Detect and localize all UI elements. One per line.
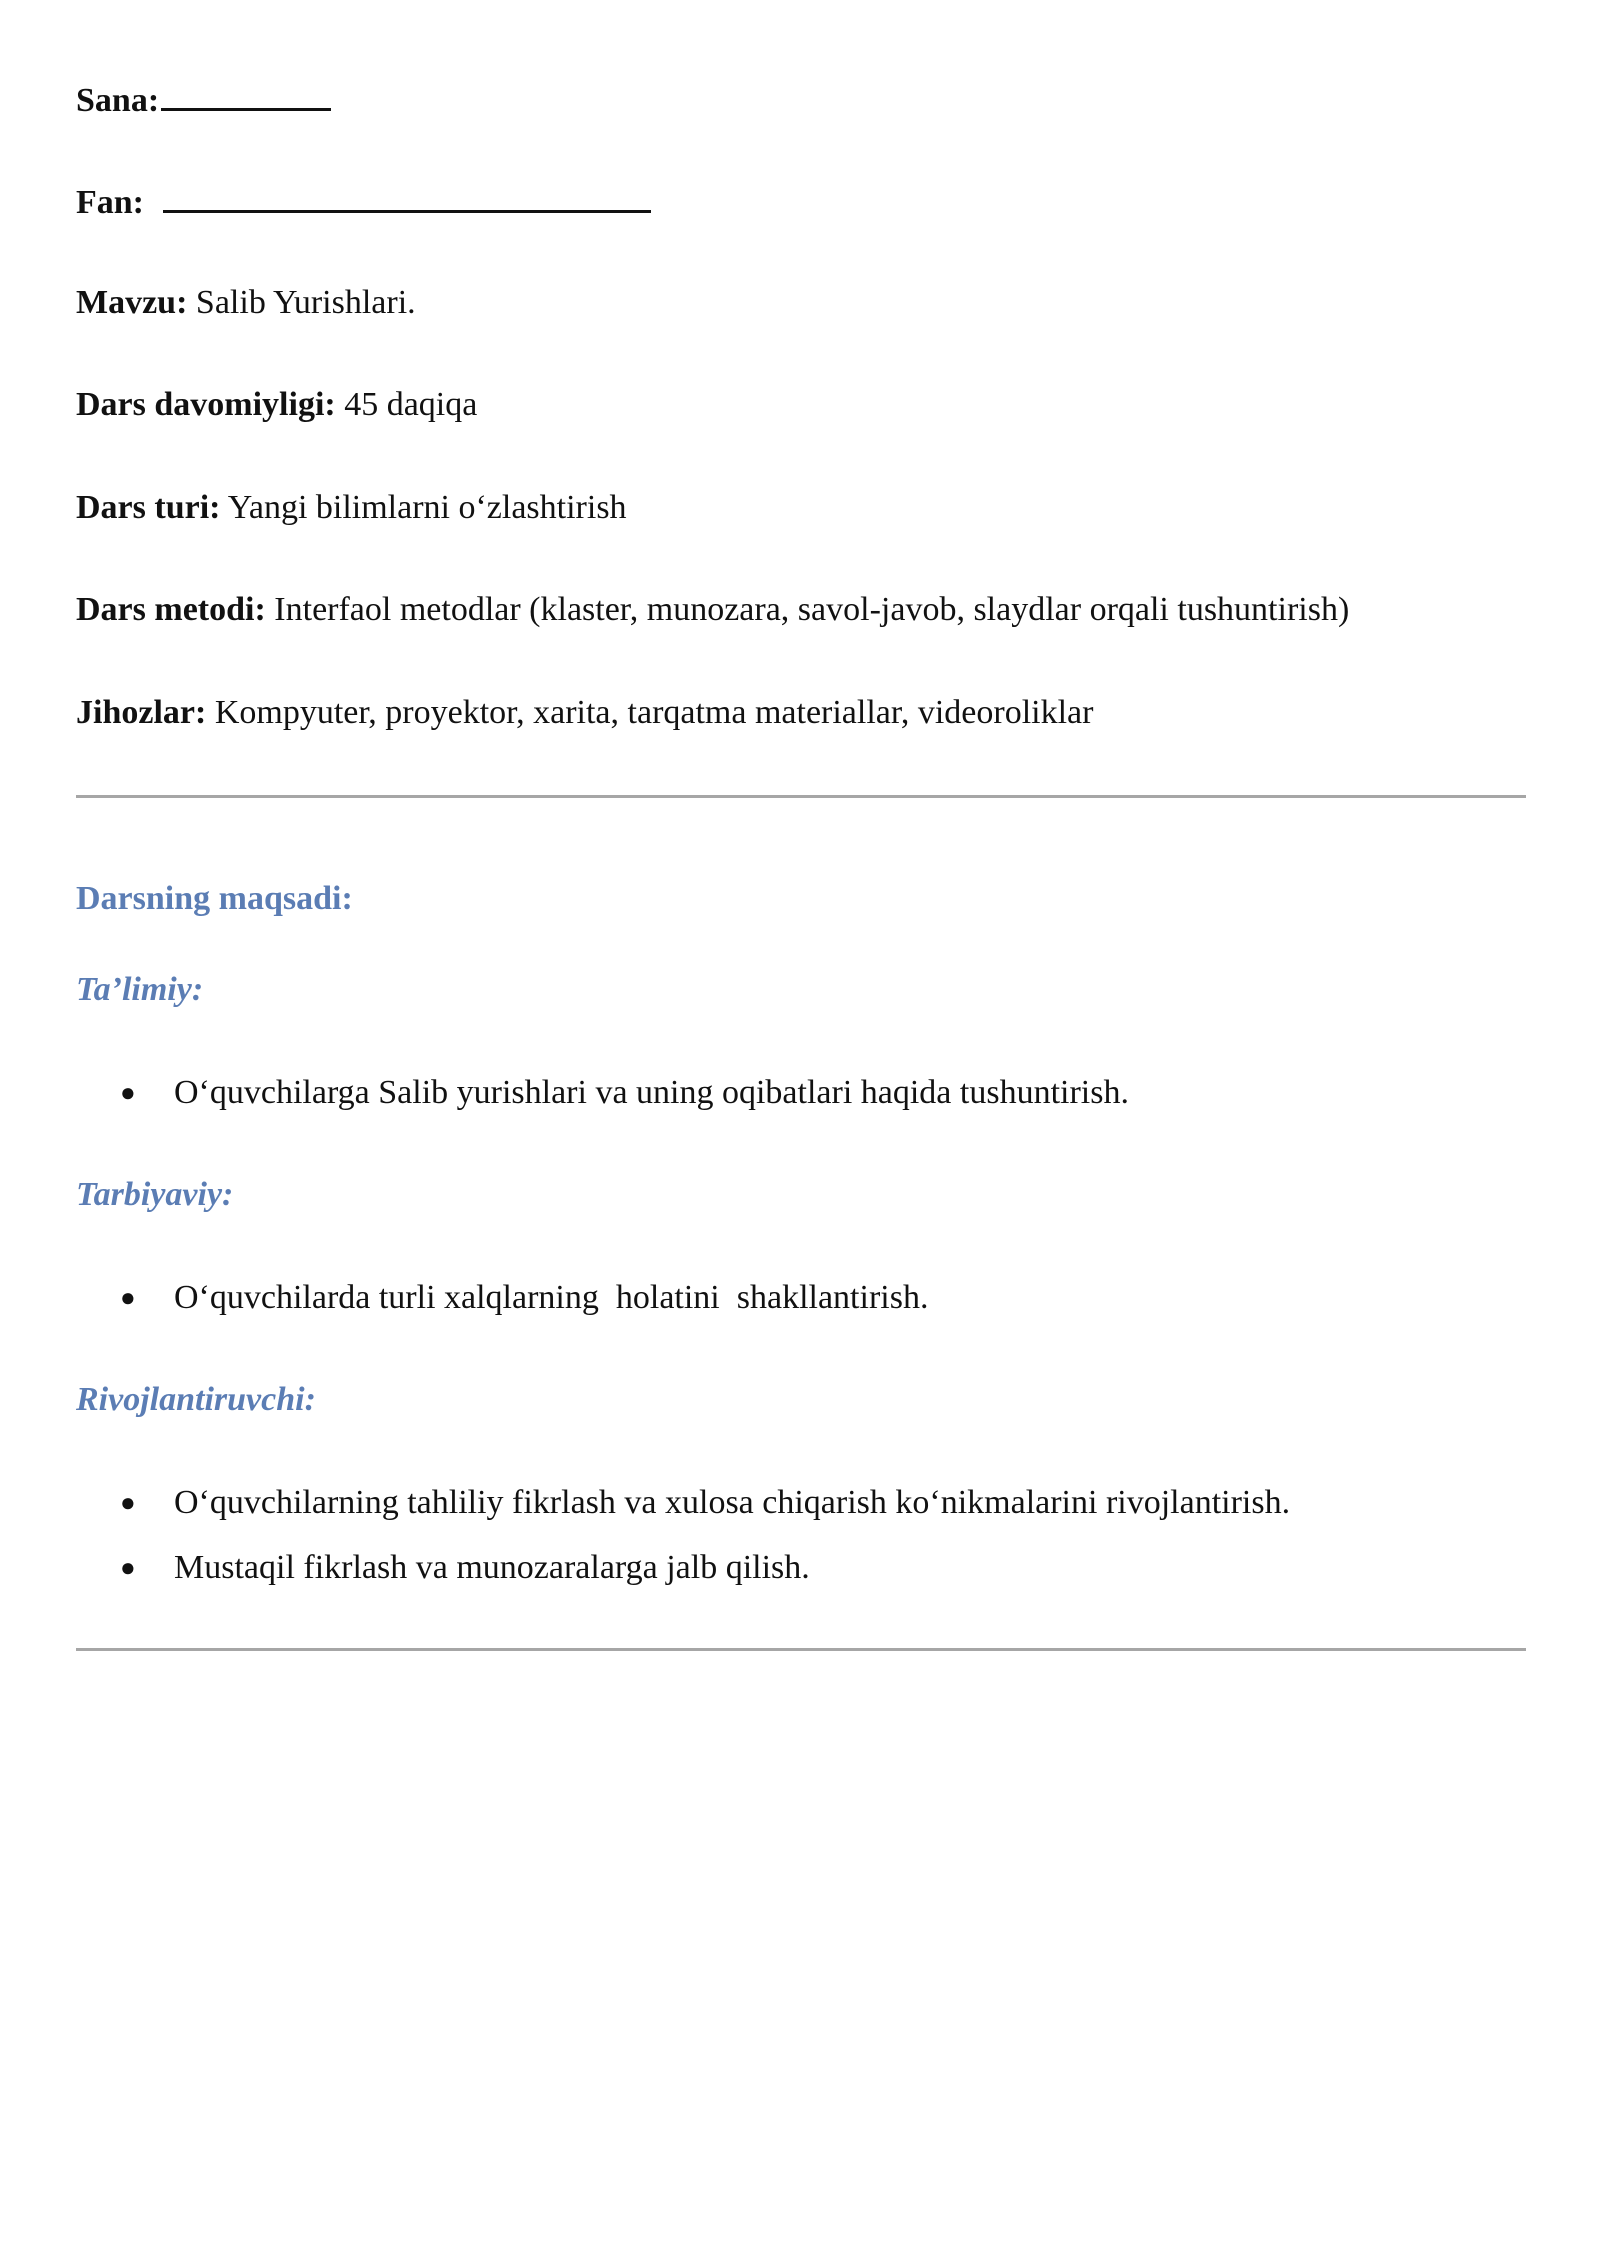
jihozlar-label: Jihozlar: bbox=[76, 694, 207, 731]
talimiy-heading: Ta’limiy: bbox=[76, 971, 204, 1008]
list-item-text: O‘quvchilarda turli xalqlarning holatini shakllantirish. bbox=[174, 1279, 929, 1316]
sana-field bbox=[76, 78, 331, 121]
rivojlantiruvchi-heading: Rivojlantiruvchi: bbox=[76, 1381, 316, 1418]
list-item-text: O‘quvchilarga Salib yurishlari va uning oqibatlari haqida tushuntirish. bbox=[174, 1074, 1129, 1111]
bullet-icon: ● bbox=[120, 1553, 136, 1582]
list-item-text: O‘quvchilarning tahliliy fikrlash va xulosa chiqarish ko‘nikmalarini rivojlantirish. bbox=[174, 1484, 1291, 1521]
davomiylik-value: 45 daqiqa bbox=[335, 386, 478, 423]
list-item bbox=[120, 1483, 1290, 1523]
turi-field bbox=[76, 488, 627, 528]
turi-label: Dars turi: bbox=[76, 489, 221, 526]
metodi-field bbox=[76, 590, 1349, 630]
mavzu-label: Mavzu: bbox=[76, 284, 188, 321]
fan-label: Fan: bbox=[76, 184, 144, 221]
tarbiyaviy-heading: Tarbiyaviy: bbox=[76, 1176, 234, 1213]
metodi-value: Interfaol metodlar (klaster, munozara, savol-javob, slaydlar orqali tushuntirish) bbox=[265, 591, 1350, 628]
davomiylik-field bbox=[76, 385, 477, 425]
goals-heading: Darsning maqsadi: bbox=[76, 880, 353, 917]
sana-label: Sana: bbox=[76, 82, 160, 119]
mavzu-value: Salib Yurishlari. bbox=[187, 284, 416, 321]
metodi-label: Dars metodi: bbox=[76, 591, 266, 628]
bullet-icon: ● bbox=[120, 1078, 136, 1107]
list-item bbox=[120, 1278, 928, 1318]
list-item bbox=[120, 1073, 1129, 1113]
list-item-text: Mustaqil fikrlash va munozaralarga jalb qilish. bbox=[174, 1549, 810, 1586]
turi-value: Yangi bilimlarni o‘zlashtirish bbox=[220, 489, 627, 526]
bullet-icon: ● bbox=[120, 1488, 136, 1517]
section-divider bbox=[76, 795, 1526, 798]
section-divider bbox=[76, 1648, 1526, 1651]
jihozlar-value: Kompyuter, proyektor, xarita, tarqatma materiallar, videoroliklar bbox=[206, 694, 1094, 731]
davomiylik-label: Dars davomiyligi: bbox=[76, 386, 336, 423]
list-item bbox=[120, 1548, 810, 1588]
mavzu-field bbox=[76, 283, 416, 323]
bullet-icon: ● bbox=[120, 1283, 136, 1312]
fan-blank-line[interactable] bbox=[163, 180, 651, 213]
fan-field bbox=[76, 180, 651, 223]
jihozlar-field bbox=[76, 693, 1093, 733]
sana-blank-line[interactable] bbox=[161, 78, 331, 111]
